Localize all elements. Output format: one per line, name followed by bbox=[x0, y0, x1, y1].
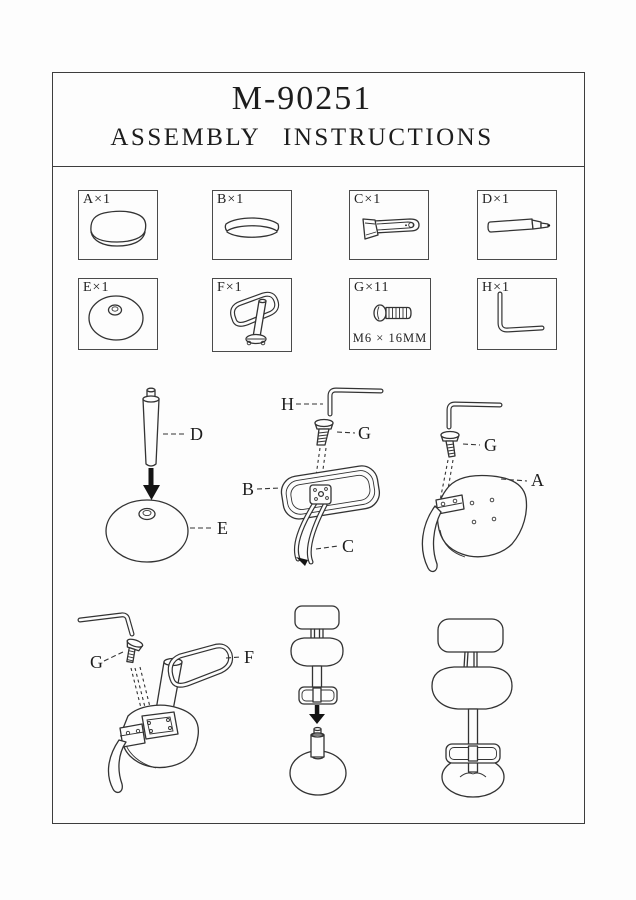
step6-finished-stool bbox=[432, 619, 512, 797]
part-label-c: C×1 bbox=[354, 192, 382, 207]
label-screw-g-step3: G bbox=[484, 435, 497, 455]
label-part-f: F bbox=[244, 647, 255, 667]
label-part-d: D bbox=[190, 424, 203, 444]
step2-backrest-to-bracket bbox=[257, 390, 382, 566]
part-label-a: A×1 bbox=[83, 192, 112, 207]
bolt-spec: M6 × 16MM bbox=[352, 331, 428, 345]
page-title: ASSEMBLY INSTRUCTIONS bbox=[110, 124, 494, 151]
step4-column-to-seat bbox=[80, 615, 241, 793]
label-part-b: B bbox=[242, 479, 255, 499]
part-label-d: D×1 bbox=[482, 192, 511, 207]
part-label-h: H×1 bbox=[482, 280, 511, 295]
label-screw-g-step2: G bbox=[358, 423, 371, 443]
model-number: M-90251 bbox=[231, 80, 373, 117]
label-part-a: A bbox=[531, 470, 544, 490]
label-part-e: E bbox=[217, 518, 228, 538]
part-label-g: G×11 bbox=[354, 280, 390, 295]
step1-lift-into-base bbox=[106, 388, 213, 562]
label-screw-g-step4: G bbox=[90, 652, 103, 672]
part-label-e: E×1 bbox=[83, 280, 110, 295]
step5-seat-onto-base bbox=[290, 606, 346, 795]
label-tool-h: H bbox=[281, 394, 294, 414]
step3-bracket-to-seat bbox=[422, 404, 527, 571]
part-label-b: B×1 bbox=[217, 192, 245, 207]
label-part-c: C bbox=[342, 536, 355, 556]
part-label-f: F×1 bbox=[217, 280, 243, 295]
